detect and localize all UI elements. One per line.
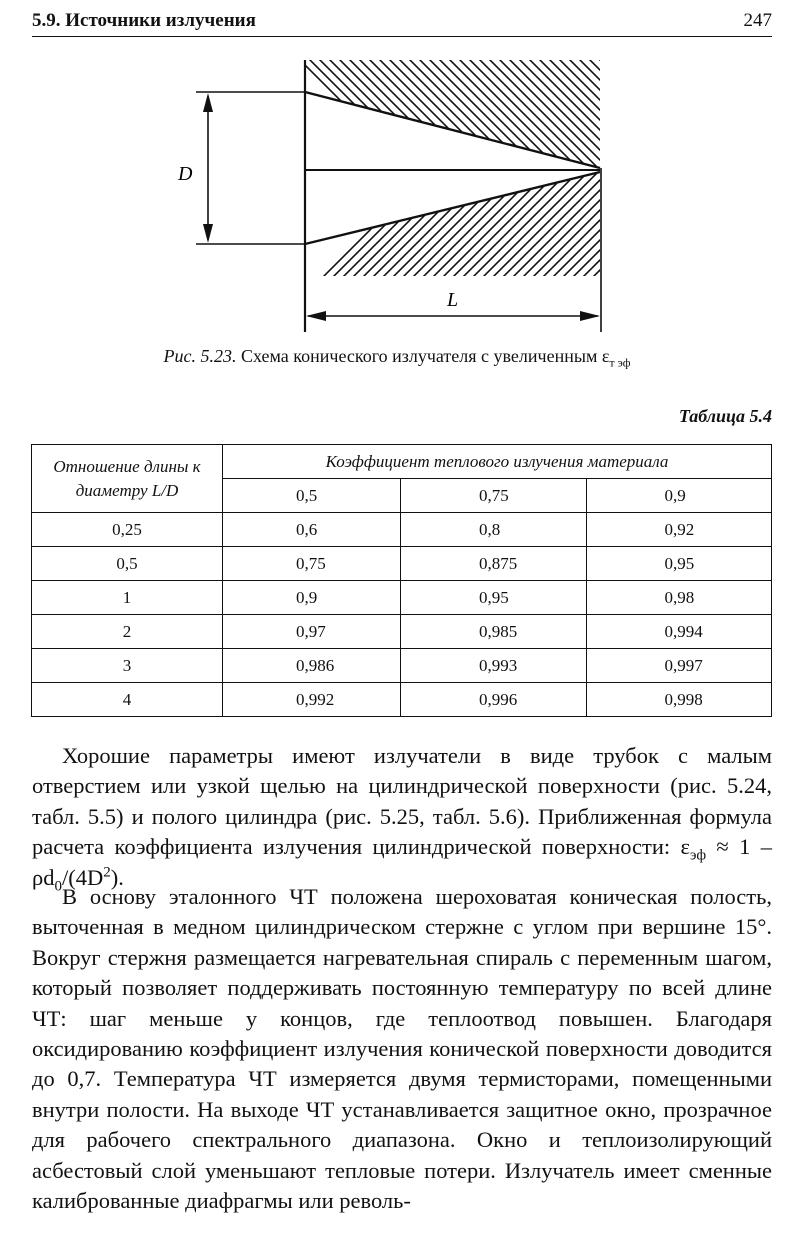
- cell-ratio: 0,5: [32, 547, 223, 581]
- cell-value: 0,98: [586, 581, 772, 615]
- cell-value: 0,8: [401, 513, 587, 547]
- table-row: [32, 649, 772, 683]
- cell-ratio: 0,25: [32, 513, 223, 547]
- cell-value: 0,993: [401, 649, 587, 683]
- section-title: 5.9. Источники излучения: [32, 10, 256, 31]
- para1-superscript: 2: [103, 864, 111, 881]
- cell-value: 0,9: [223, 581, 401, 615]
- caption-text: Схема конического излучателя с увеличенным ε: [240, 346, 610, 366]
- para1-subscript: эф: [689, 847, 707, 864]
- table-label: Таблица 5.4: [678, 406, 772, 426]
- table-row: [32, 581, 772, 615]
- table-row: [32, 683, 772, 717]
- hatch-top: [260, 50, 730, 180]
- cell-value: 0,985: [401, 615, 587, 649]
- cell-ratio: 3: [32, 649, 223, 683]
- cell-value: 0,998: [586, 683, 772, 717]
- table-header-row: [32, 445, 772, 479]
- emissivity-table: [31, 444, 772, 717]
- para1-formula-2: /(4D: [61, 864, 104, 890]
- cell-value: 0,986: [223, 649, 401, 683]
- group-header: Коэффициент теплового излучения материала: [223, 445, 772, 479]
- page-header: [32, 6, 772, 36]
- table-row: [32, 513, 772, 547]
- header-rule: [32, 36, 772, 37]
- caption-subscript: т эф: [609, 355, 631, 370]
- page-number: 247: [743, 10, 772, 31]
- cell-value: 0,92: [586, 513, 772, 547]
- para1-formula: ≈ 1 – ρd: [32, 834, 772, 890]
- para1-subscript-2: 0: [54, 878, 62, 895]
- cell-value: 0,997: [586, 649, 772, 683]
- para1-end: ).: [110, 864, 124, 890]
- subheader: 0,75: [401, 479, 587, 513]
- cell-ratio: 4: [32, 683, 223, 717]
- para1-text: Хорошие параметры имеют излучатели в виде трубок с малым отверстием или узкой щелью на цилиндрической поверхности (рис. 5.24, табл. 5.5) и полого цилиндра (рис. 5.25, табл. 5.6). Приближенная формула расчета коэффициента излучения цилиндрической поверхности: ε: [32, 743, 772, 860]
- figure-number: Рис. 5.23.: [163, 346, 237, 366]
- cell-value: 0,97: [223, 615, 401, 649]
- cell-value: 0,992: [223, 683, 401, 717]
- cell-ratio: 1: [32, 581, 223, 615]
- cell-value: 0,95: [401, 581, 587, 615]
- cell-value: 0,996: [401, 683, 587, 717]
- cell-value: 0,994: [586, 615, 772, 649]
- paragraph-1: [32, 741, 772, 893]
- cell-value: 0,75: [223, 547, 401, 581]
- paragraph-2: В основу эталонного ЧТ положена шероховатая коническая полость, выточенная в медном цилиндрическом стержне с углом при вершине 15°. Вокруг стержня размещается нагревательная спираль с переменным шагом, который позволяет поддерживать постоянную температуру по всей длине ЧТ: шаг меньше у концов, где теплоотвод повышен. Благодаря оксидированию коэффициент излучения конической поверхности доводится до 0,7. Температура ЧТ измеряется двумя термисторами, помещенными внутри полости. На выходе ЧТ устанавливается защитное окно, прозрачное для рабочего спектрального диапазона. Окно и теплоизолирующий асбестовый слой уменьшают тепловые потери. Излучатель имеет сменные калиброванные диафрагмы или револь-: [32, 884, 772, 1214]
- cell-value: 0,875: [401, 547, 587, 581]
- table-row: [32, 547, 772, 581]
- cell-value: 0,95: [586, 547, 772, 581]
- subheader: 0,5: [223, 479, 401, 513]
- conical-emitter-diagram: [0, 50, 794, 340]
- figure-caption: [0, 346, 794, 371]
- col-ratio-header: Отношение длины к диаметру L/D: [32, 445, 223, 513]
- cell-ratio: 2: [32, 615, 223, 649]
- hatch-bottom: [300, 140, 730, 300]
- table-row: [32, 615, 772, 649]
- label-D: D: [178, 163, 193, 185]
- cell-value: 0,6: [223, 513, 401, 547]
- subheader: 0,9: [586, 479, 772, 513]
- label-L: L: [447, 289, 459, 311]
